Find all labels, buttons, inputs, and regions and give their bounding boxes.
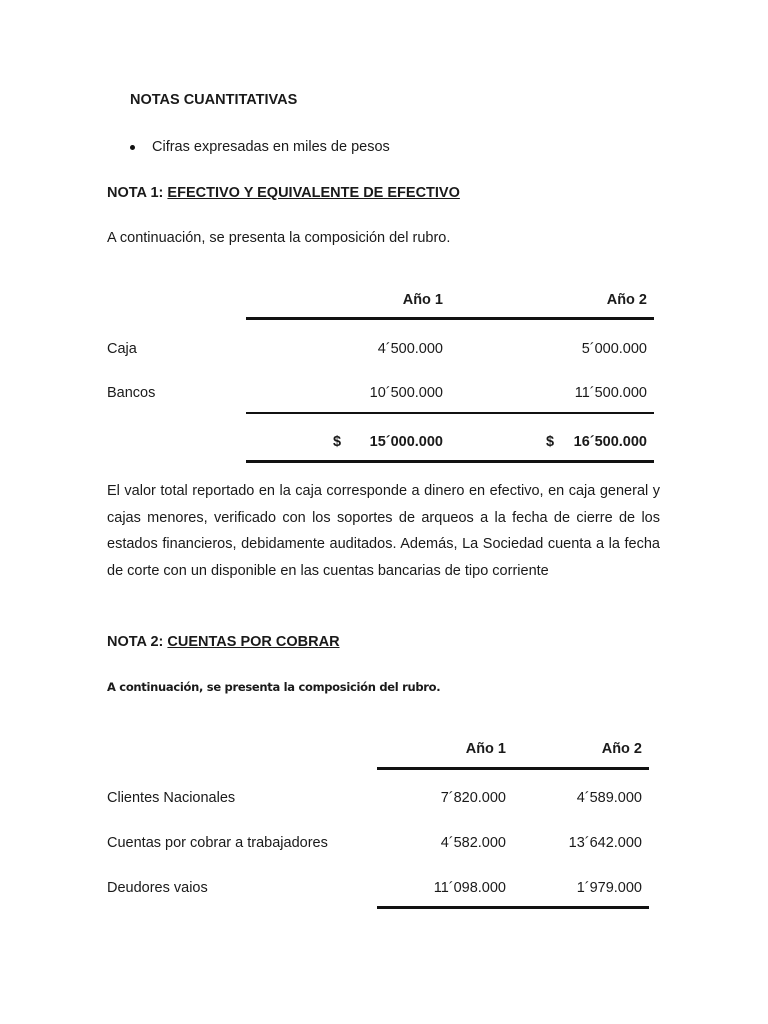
nota1-heading [107,185,460,201]
nota2-row-value-y1: 11´098.000 [433,880,506,896]
nota1-total-currency-y1: $ [333,434,342,450]
nota2-col2-header: Año 2 [601,741,642,757]
nota1-row-label: Bancos [107,385,156,401]
nota1-total-y2: 16´500.000 [573,434,647,450]
bullet-dot [130,145,135,150]
nota2-heading [107,634,340,650]
nota1-total-currency-y2: $ [546,434,555,450]
nota1-prefix: NOTA 1: [107,185,168,201]
nota1-title: EFECTIVO Y EQUIVALENTE DE EFECTIVO [167,185,460,201]
nota1-paragraph: El valor total reportado en la caja corresponde a dinero en efectivo, en caja general y cajas menores, verificado con los soportes de arqueos a la fecha de cierre de los estados financieros, debidamente auditados. Además, La Sociedad cuenta a la fecha de corte con un disponible en las cuentas bancarias de tipo corriente [107,483,660,579]
nota1-row-label: Caja [107,341,137,357]
nota1-total-bottom-rule [246,460,654,463]
nota2-row-value-y2: 13´642.000 [568,835,642,851]
nota2-row-value-y2: 1´979.000 [576,880,642,896]
nota2-header-rule [377,767,649,770]
nota2-col1-header: Año 1 [465,741,506,757]
nota1-row-value-y2: 11´500.000 [574,385,647,401]
nota2-prefix: NOTA 2: [107,634,168,650]
nota1-row-value-y2: 5´000.000 [581,341,647,357]
nota2-row-value-y1: 4´582.000 [440,835,506,851]
nota1-row-value-y1: 4´500.000 [377,341,443,357]
nota1-total-y1: 15´000.000 [369,434,443,450]
nota2-title: CUENTAS POR COBRAR [167,634,340,650]
nota2-bottom-rule [377,906,649,909]
nota1-intro: A continuación, se presenta la composición del rubro. [107,230,451,246]
nota2-row-label: Cuentas por cobrar a trabajadores [107,835,328,851]
nota2-row-label: Deudores vaios [107,880,208,896]
nota2-row-value-y1: 7´820.000 [440,790,506,806]
nota1-col1-header: Año 1 [402,292,443,308]
nota2-row-value-y2: 4´589.000 [576,790,642,806]
nota1-col2-header: Año 2 [606,292,647,308]
nota2-row-label: Clientes Nacionales [107,790,236,806]
nota1-row-value-y1: 10´500.000 [369,385,443,401]
nota1-total-top-rule [246,412,654,414]
bullet-text: Cifras expresadas en miles de pesos [152,139,390,155]
nota1-header-rule [246,317,654,320]
page-heading: NOTAS CUANTITATIVAS [130,92,298,108]
nota2-intro: A continuación, se presenta la composición del rubro. [107,680,441,694]
